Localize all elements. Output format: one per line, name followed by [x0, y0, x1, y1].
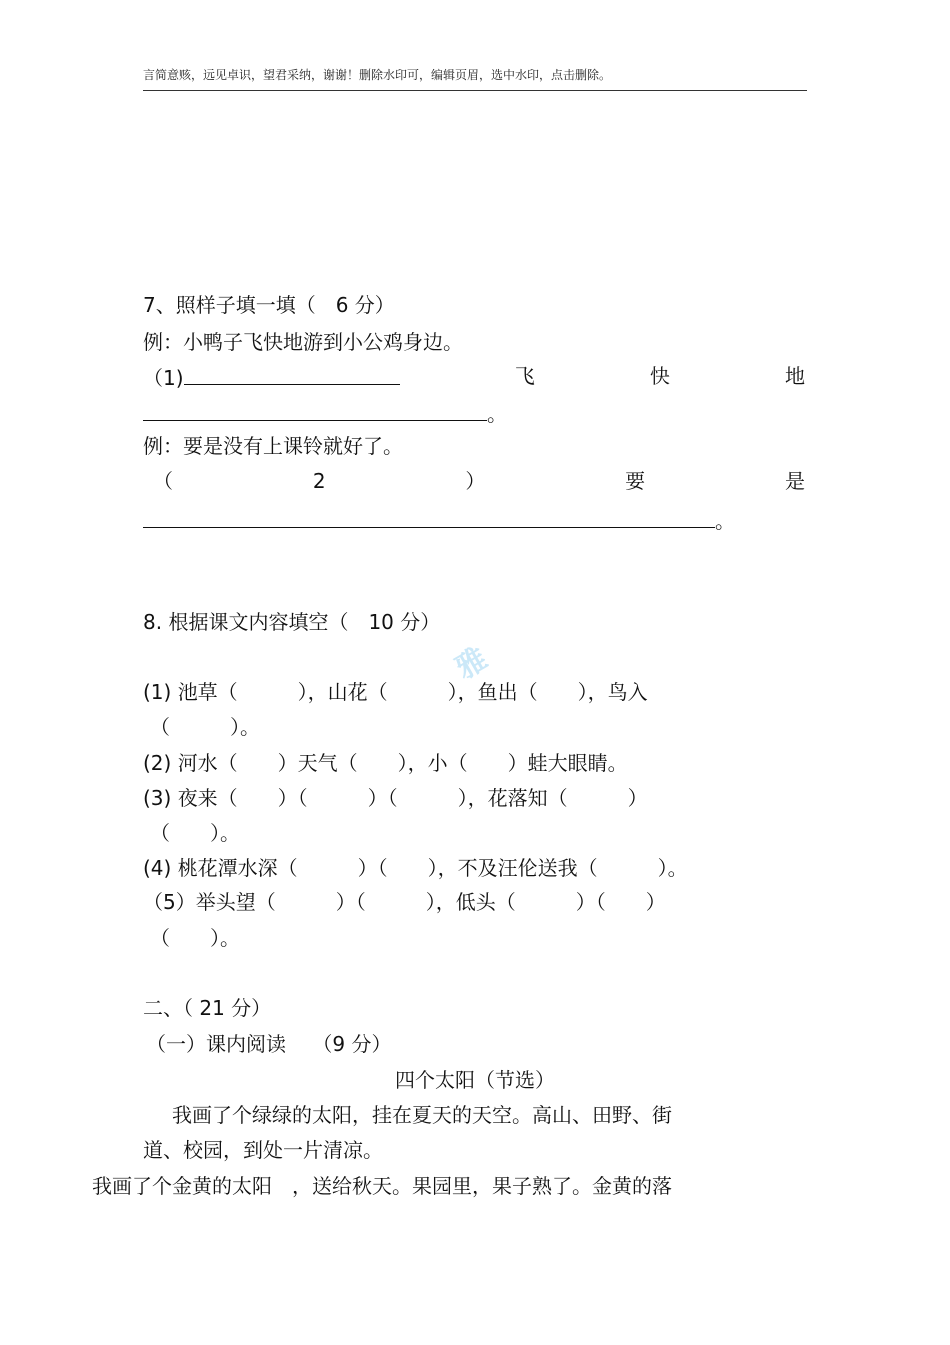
q7-item-1-char: 地 [785, 364, 805, 388]
passage-paragraph-2-line-1: 我画了个金黄的太阳 ，送给秋天。果园里，果子熟了。金黄的落 [92, 1174, 672, 1198]
passage-title: 四个太阳（节选） [395, 1068, 555, 1092]
q7-item-2-part: 要 [625, 469, 646, 493]
passage-paragraph-1-line-1: 我画了个绿绿的太阳，挂在夏天的天空。高山、田野、街 [152, 1103, 672, 1127]
passage-paragraph-1-line-2: 道、校园，到处一片清凉。 [143, 1138, 383, 1162]
q7-item-2-part: （ [153, 469, 173, 493]
q7-item-1-end: 。 [487, 402, 507, 426]
q7-title: 7、照样子填一填（ 6 分） [143, 293, 395, 317]
q8-title: 8. 根据课文内容填空（ 10 分） [143, 610, 441, 634]
q8-line: (2) 河水（ ）天气（ ），小（ ）蛙大眼睛。 [143, 751, 628, 775]
q7-item-1-char: 飞 [514, 364, 535, 388]
q7-example-2: 例：要是没有上课铃就好了。 [143, 434, 403, 458]
section-2-title: 二、（ 21 分） [143, 996, 272, 1020]
q8-line: （ ）。 [150, 715, 260, 739]
q7-item-1-line [143, 362, 805, 392]
q7-item-2-part: 2 [312, 469, 326, 493]
q7-item-1-continuation [143, 398, 507, 428]
q7-item-1-blank-b[interactable] [143, 398, 487, 421]
q7-item-2-part: 是 [784, 469, 805, 493]
q7-item-2-line [143, 467, 805, 495]
q7-item-1-prefix: （1) [143, 366, 184, 390]
q7-example-1: 例：小鸭子飞快地游到小公鸡身边。 [143, 330, 463, 354]
q8-line: （ ）。 [150, 926, 240, 950]
q8-line: （ ）。 [150, 821, 240, 845]
q8-line: （5）举头望（ ）（ ），低头（ ）（ ） [143, 890, 666, 914]
q8-line: (3) 夜来（ ）（ ）（ ），花落知（ ） [143, 786, 648, 810]
q8-line: (4) 桃花潭水深（ ）（ ），不及汪伦送我（ ）。 [143, 856, 688, 880]
q7-item-2-end: 。 [715, 509, 735, 533]
q7-item-2-part: ） [465, 469, 486, 493]
q7-item-2-blank[interactable] [143, 505, 715, 528]
page-header-note: 言简意赅，远见卓识，望君采纳，谢谢！删除水印可，编辑页眉，选中水印，点击删除。 [143, 68, 612, 82]
q7-item-1-char: 快 [649, 364, 670, 388]
q7-item-2-continuation [143, 505, 735, 535]
watermark-logo: 雅 [450, 641, 494, 687]
header-divider [143, 90, 807, 91]
q8-line: (1) 池草（ ），山花（ ），鱼出（ ），鸟入 [143, 680, 648, 704]
section-2-subtitle: （一）课内阅读 （9 分） [146, 1032, 392, 1056]
q7-item-1-blank-a[interactable] [184, 362, 400, 385]
q7-item-1-start [143, 362, 400, 392]
